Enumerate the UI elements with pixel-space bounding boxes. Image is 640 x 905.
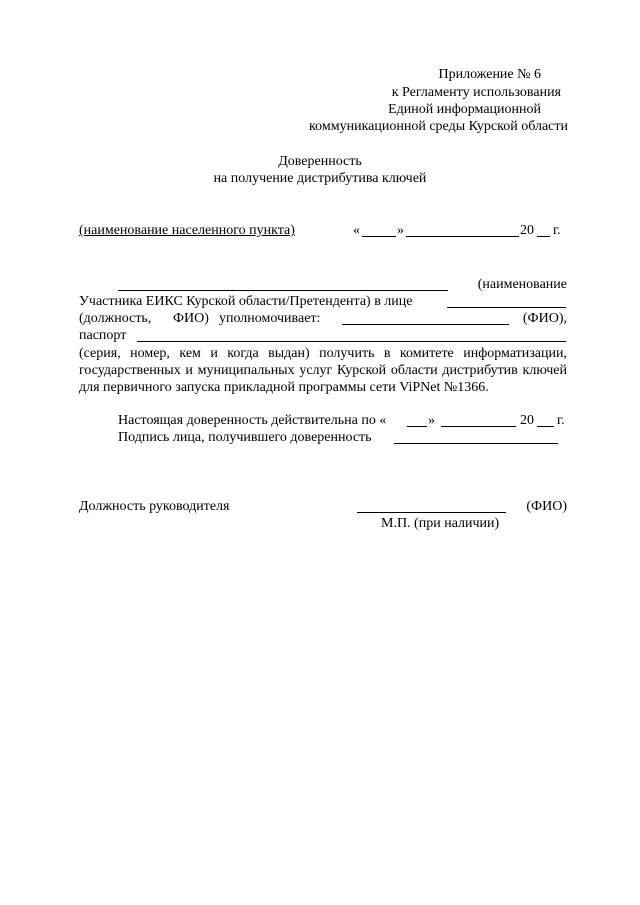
organization-name-field[interactable] xyxy=(118,290,448,291)
main-paragraph: (серия, номер, кем и когда выдан) получить в комитете информатизации, государственных и муниципальных услуг Курской области дистрибутив ключей для первичного запуска прикладной программы сети ViPNet №1366. xyxy=(79,346,567,395)
date-year-prefix: 20 xyxy=(520,223,534,238)
place-label: (наименование населенного пункта) xyxy=(79,223,295,238)
appendix-line-4: коммуникационной среды Курской области xyxy=(309,119,568,134)
head-signature-field[interactable] xyxy=(357,512,506,513)
naim-label: (наименование xyxy=(477,277,567,292)
passport-field[interactable] xyxy=(137,341,566,342)
head-fio-label: (ФИО) xyxy=(526,499,567,514)
head-position-label: Должность руководителя xyxy=(79,499,230,514)
appendix-line-2: к Регламенту использования xyxy=(391,85,561,100)
participant-text: Участника ЕИКС Курской области/Претендента) в лице xyxy=(79,294,413,309)
date-month-field[interactable] xyxy=(406,236,519,237)
validity-text: Настоящая доверенность действительна по « xyxy=(118,413,387,428)
seal-label: М.П. (при наличии) xyxy=(381,516,500,531)
date-quote-close: » xyxy=(397,223,404,238)
fio-paren-label: (ФИО), xyxy=(522,311,567,326)
date-year-field[interactable] xyxy=(537,236,550,237)
signature-text: Подпись лица, получившего доверенность xyxy=(118,430,372,445)
authorizes-label: уполномочивает: xyxy=(219,311,321,326)
date-day-field[interactable] xyxy=(362,236,396,237)
validity-year-field[interactable] xyxy=(537,426,554,427)
date-quote-open: « xyxy=(353,223,360,238)
validity-year-suffix: г. xyxy=(557,413,565,428)
authorized-person-field[interactable] xyxy=(342,324,509,325)
validity-quote-close: » xyxy=(428,413,435,428)
date-year-suffix: г. xyxy=(553,223,561,238)
signature-field[interactable] xyxy=(394,443,558,444)
passport-label: паспорт xyxy=(79,328,127,343)
document-title: Доверенность xyxy=(278,154,362,169)
validity-month-field[interactable] xyxy=(441,426,516,427)
representative-field[interactable] xyxy=(447,307,566,308)
appendix-line-3: Единой информационной xyxy=(388,102,541,117)
document-subtitle: на получение дистрибутива ключей xyxy=(213,171,427,186)
fio-label-1: ФИО) xyxy=(173,311,209,326)
position-label: (должность, xyxy=(79,311,152,326)
validity-year-prefix: 20 xyxy=(520,413,534,428)
appendix-number: Приложение № 6 xyxy=(438,67,541,82)
validity-day-field[interactable] xyxy=(407,426,427,427)
